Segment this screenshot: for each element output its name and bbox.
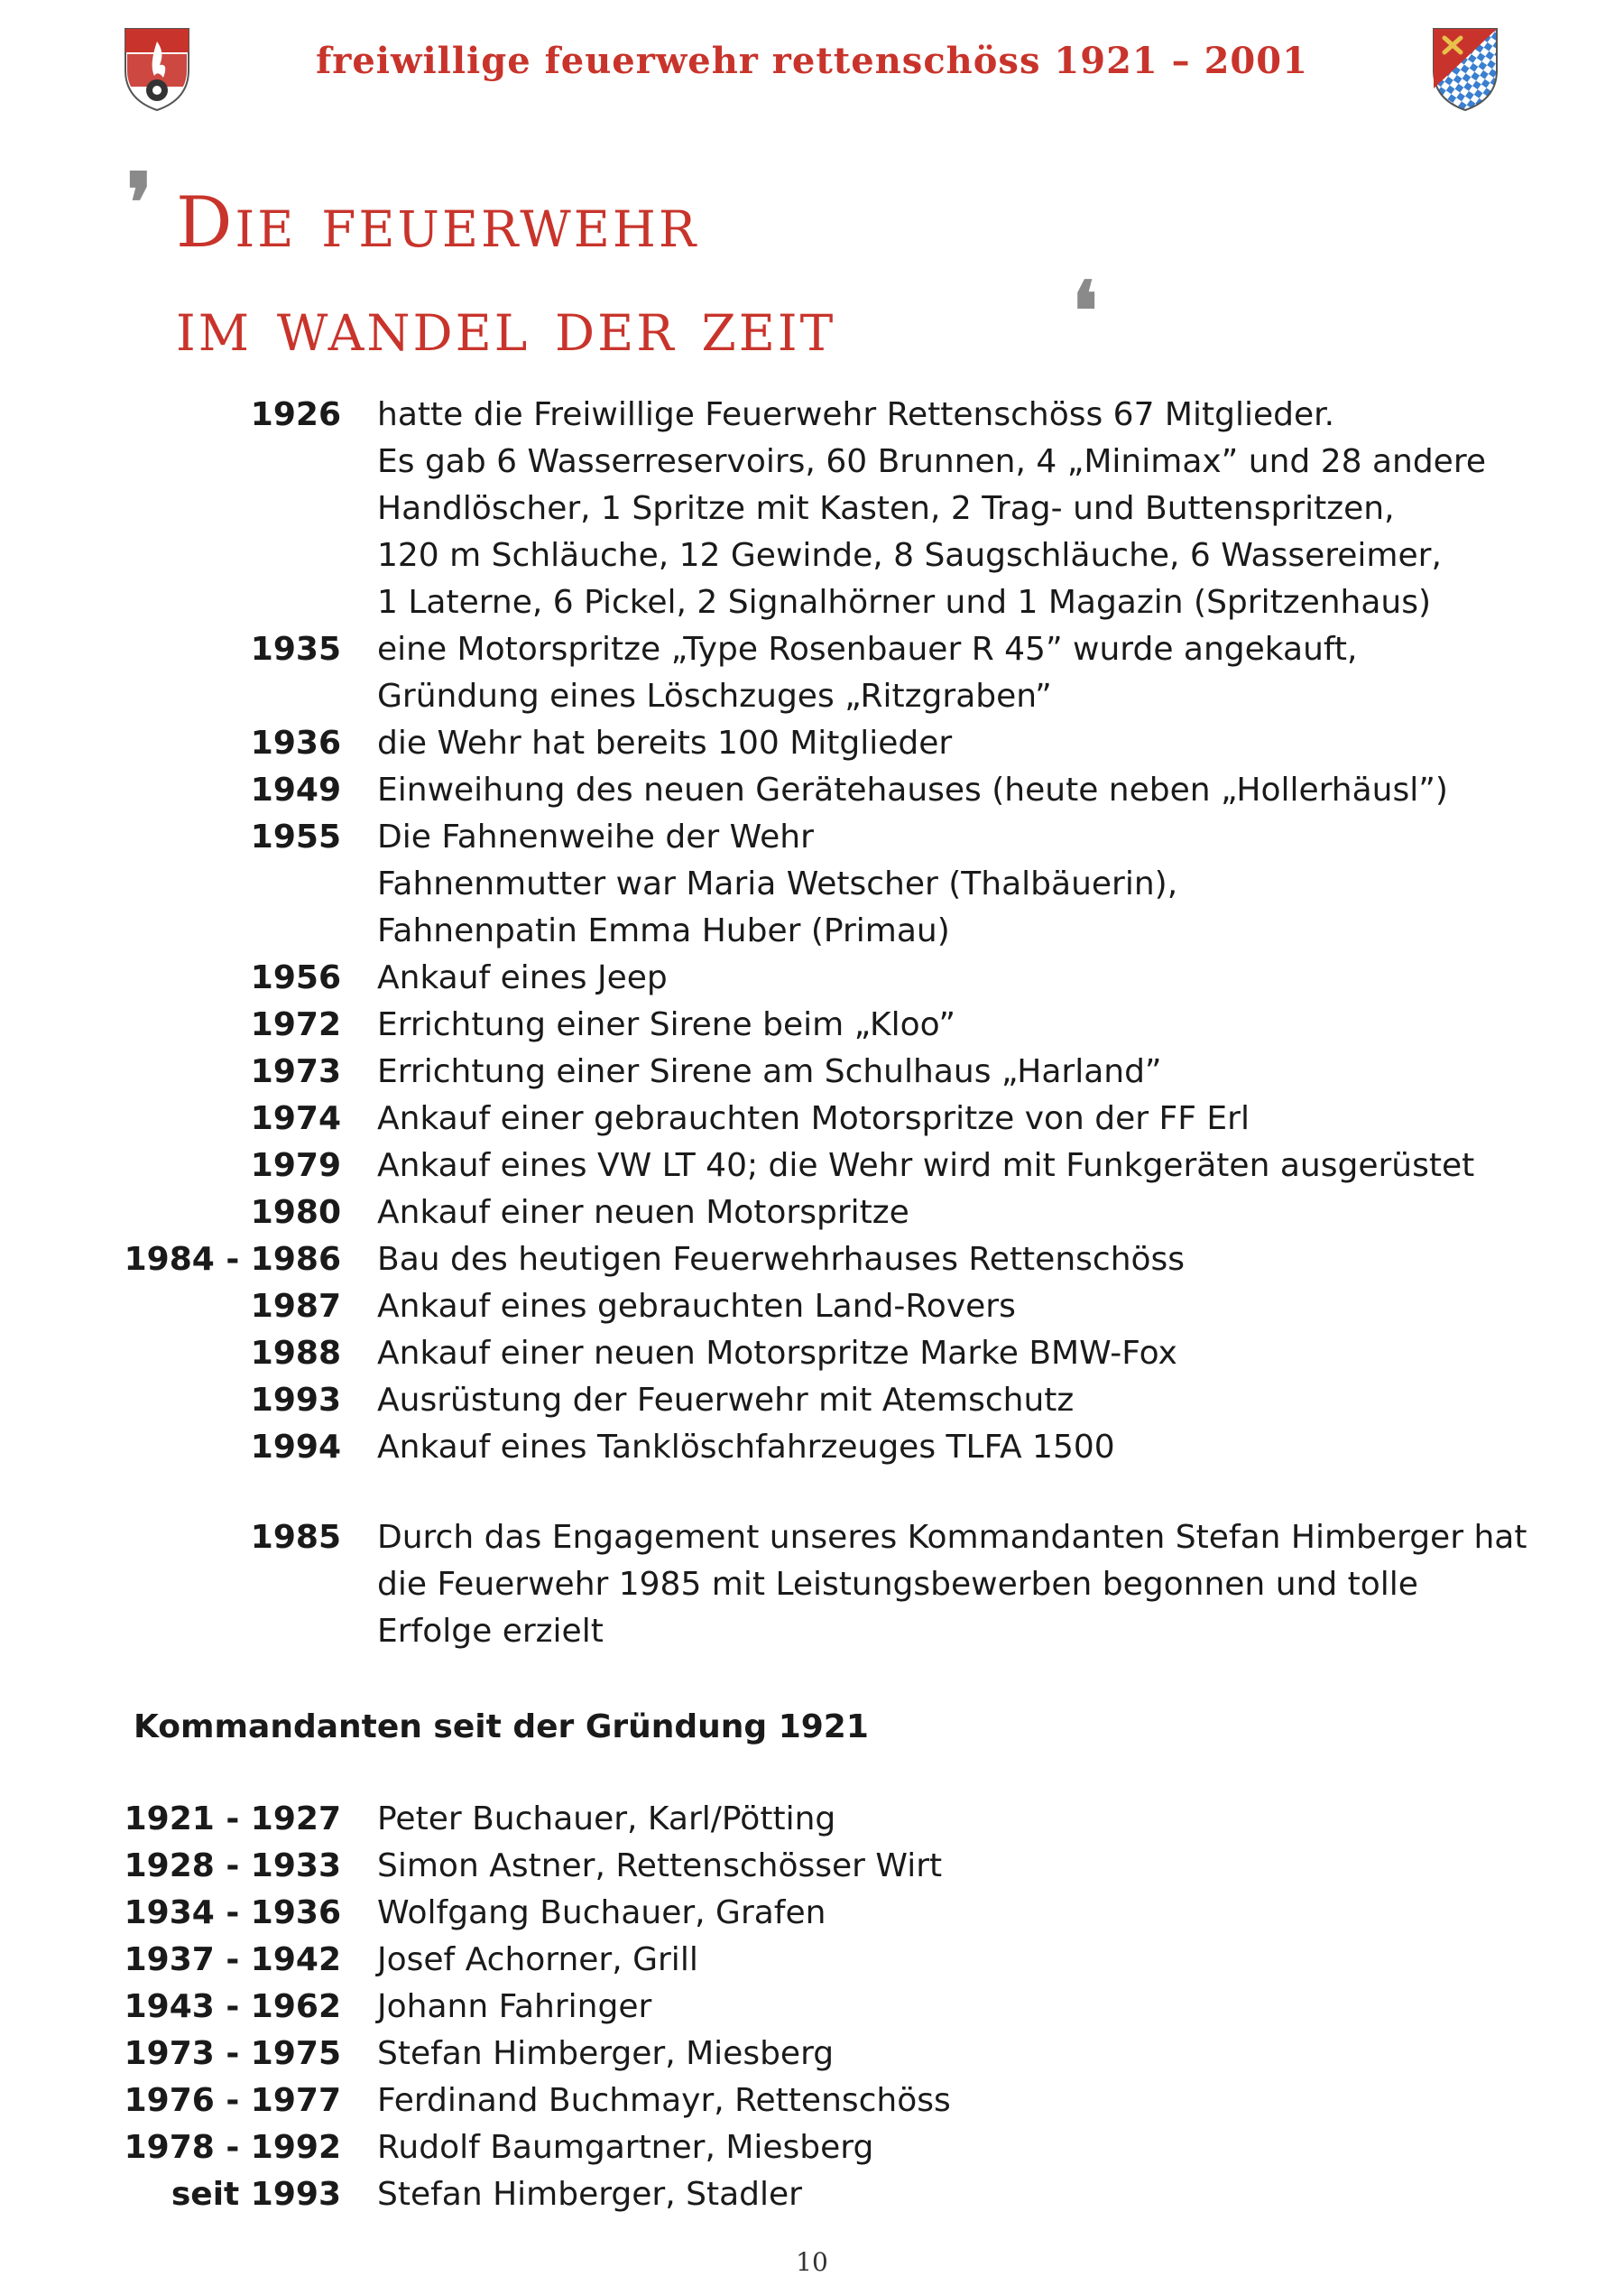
timeline-entry-text: Errichtung einer Sirene am Schulhaus „Harland” xyxy=(377,1053,1162,1090)
timeline-entry-year: 1979 xyxy=(250,1147,341,1184)
timeline-entry-year: 1994 xyxy=(250,1429,341,1466)
timeline-entry-text: Handlöscher, 1 Spritze mit Kasten, 2 Trag- und Buttenspritzen, xyxy=(377,490,1395,527)
commander-name: Rudolf Baumgartner, Miesberg xyxy=(377,2129,874,2166)
timeline-entry-text: Ankauf einer neuen Motorspritze Marke BMW-Fox xyxy=(377,1335,1177,1372)
timeline-entry-text: hatte die Freiwillige Feuerwehr Rettenschöss 67 Mitglieder. xyxy=(377,396,1335,433)
commander-period: 1921 - 1927 xyxy=(124,1800,341,1837)
timeline-entry-text: Ausrüstung der Feuerwehr mit Atemschutz xyxy=(377,1382,1075,1419)
timeline-entry-text: Ankauf einer neuen Motorspritze xyxy=(377,1194,909,1231)
commander-period: 1928 - 1933 xyxy=(124,1847,341,1884)
timeline-entry-text: 1 Laterne, 6 Pickel, 2 Signalhörner und 1 Magazin (Spritzenhaus) xyxy=(377,584,1432,621)
commander-name: Ferdinand Buchmayr, Rettenschöss xyxy=(377,2082,951,2119)
commander-period: 1943 - 1962 xyxy=(124,1988,341,2025)
timeline-entry-year: 1980 xyxy=(250,1194,341,1231)
timeline-entry-text: Ankauf einer gebrauchten Motorspritze von der FF Erl xyxy=(377,1100,1250,1137)
commanders-heading: Kommandanten seit der Gründung 1921 xyxy=(134,1708,869,1745)
timeline-entry-year: 1949 xyxy=(250,772,341,809)
timeline-entry-text: 120 m Schläuche, 12 Gewinde, 8 Saugschläuche, 6 Wassereimer, xyxy=(377,537,1442,574)
timeline-entry-text: Gründung eines Löschzuges „Ritzgraben” xyxy=(377,678,1052,715)
timeline-entry-text: Errichtung einer Sirene beim „Kloo” xyxy=(377,1006,956,1043)
timeline-entry-text: Ankauf eines Jeep xyxy=(377,959,668,996)
commander-period: 1937 - 1942 xyxy=(124,1941,341,1978)
timeline-entry-text: Ankauf eines VW LT 40; die Wehr wird mit Funkgeräten ausgerüstet xyxy=(377,1147,1475,1184)
opening-quote-mark: ❜ xyxy=(126,155,153,251)
timeline-entry-year: 1926 xyxy=(250,396,341,433)
commander-period: 1978 - 1992 xyxy=(124,2129,341,2166)
achievement-text: Durch das Engagement unseres Kommandanten Stefan Himberger hat xyxy=(377,1519,1527,1556)
timeline-entry-year: 1993 xyxy=(250,1382,341,1419)
commander-name: Stefan Himberger, Miesberg xyxy=(377,2035,835,2072)
timeline-entry-text: die Wehr hat bereits 100 Mitglieder xyxy=(377,725,953,762)
commander-name: Peter Buchauer, Karl/Pötting xyxy=(377,1800,836,1837)
commander-name: Wolfgang Buchauer, Grafen xyxy=(377,1894,826,1931)
timeline-entry-year: 1987 xyxy=(250,1288,341,1325)
achievement-text: die Feuerwehr 1985 mit Leistungsbewerben begonnen und tolle xyxy=(377,1566,1418,1603)
timeline-entry-year: 1935 xyxy=(250,631,341,668)
timeline-entry-text: Es gab 6 Wasserreservoirs, 60 Brunnen, 4 „Minimax” und 28 andere xyxy=(377,443,1486,480)
commander-period: 1973 - 1975 xyxy=(124,2035,341,2072)
timeline-entry-text: eine Motorspritze „Type Rosenbauer R 45” wurde angekauft, xyxy=(377,631,1358,668)
timeline-entry-year: 1956 xyxy=(250,959,341,996)
page-title-line-2: im wandel der zeit xyxy=(176,286,836,367)
timeline-entry-text: Ankauf eines gebrauchten Land-Rovers xyxy=(377,1288,1016,1325)
achievement-text: Erfolge erzielt xyxy=(377,1613,604,1650)
page-title xyxy=(176,171,835,379)
achievement-year: 1985 xyxy=(250,1519,341,1556)
commander-name: Stefan Himberger, Stadler xyxy=(377,2176,802,2213)
timeline-entry-text: Die Fahnenweihe der Wehr xyxy=(377,819,814,856)
timeline-entry-text: Fahnenpatin Emma Huber (Primau) xyxy=(377,912,950,949)
timeline-entry-text: Fahnenmutter war Maria Wetscher (Thalbäuerin), xyxy=(377,865,1178,902)
commander-period: seit 1993 xyxy=(171,2176,341,2213)
timeline-entry-year: 1973 xyxy=(250,1053,341,1090)
commander-period: 1934 - 1936 xyxy=(124,1894,341,1931)
closing-quote-mark: ❛ xyxy=(1072,264,1099,359)
header-title: freiwillige feuerwehr rettenschöss 1921 – 2001 xyxy=(316,40,1308,82)
timeline-entry-text: Bau des heutigen Feuerwehrhauses Rettenschöss xyxy=(377,1241,1186,1278)
timeline-entry-text: Einweihung des neuen Gerätehauses (heute neben „Hollerhäusl”) xyxy=(377,772,1448,809)
page-number: 10 xyxy=(796,2247,828,2277)
commander-name: Johann Fahringer xyxy=(377,1988,652,2025)
page-header xyxy=(0,0,1624,126)
timeline-entry-text: Ankauf eines Tanklöschfahrzeuges TLFA 1500 xyxy=(377,1429,1115,1466)
commander-period: 1976 - 1977 xyxy=(124,2082,341,2119)
page-title-line-1: Die feuerwehr xyxy=(176,182,699,264)
municipal-coat-of-arms-icon xyxy=(1430,25,1500,112)
timeline-entry-year: 1988 xyxy=(250,1335,341,1372)
timeline-entry-year: 1984 - 1986 xyxy=(124,1241,341,1278)
commander-name: Simon Astner, Rettenschösser Wirt xyxy=(377,1847,943,1884)
timeline-entry-year: 1972 xyxy=(250,1006,341,1043)
timeline-entry-year: 1936 xyxy=(250,725,341,762)
timeline-entry-year: 1974 xyxy=(250,1100,341,1137)
commander-name: Josef Achorner, Grill xyxy=(377,1941,698,1978)
timeline-entry-year: 1955 xyxy=(250,819,341,856)
